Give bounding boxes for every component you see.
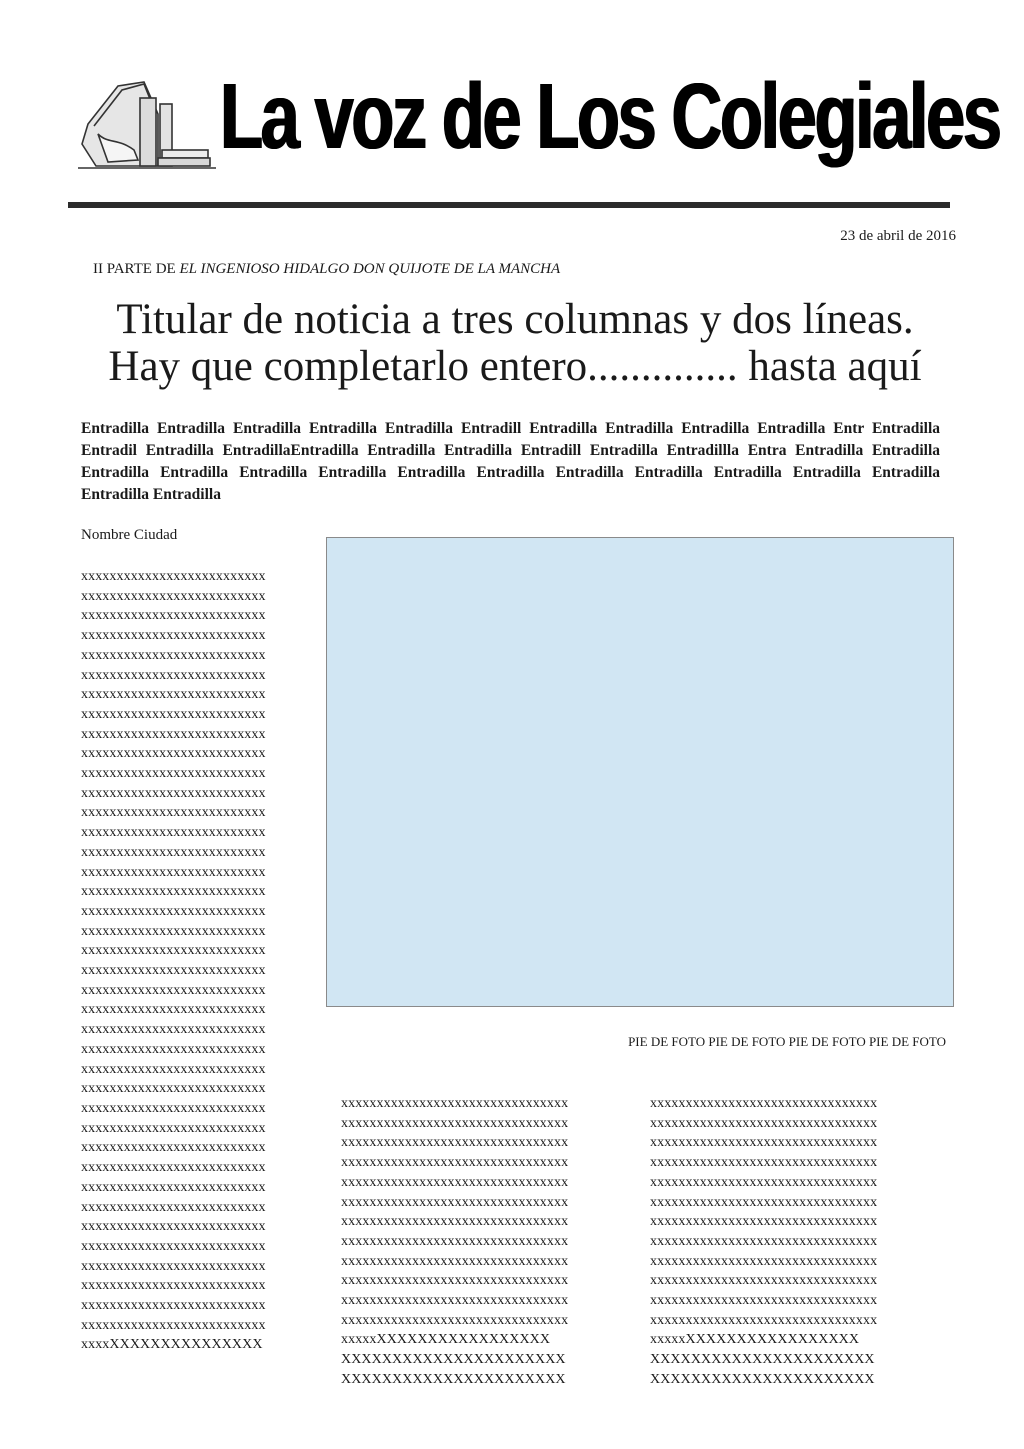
column-line: xxxxxxxxxxxxxxxxxxxxxxxxxxxxxxxx — [650, 1115, 878, 1131]
column-line: xxxxxxxxxxxxxxxxxxxxxxxxxxxxxxxx — [341, 1253, 569, 1269]
column-line: xxxxxxxxxxxxxxxxxxxxxxxxxx — [81, 1179, 266, 1195]
column-line: xxxxxxxxxxxxxxxxxxxxxxxxxx — [81, 1258, 266, 1274]
column-line: xxxxxxxxxxxxxxxxxxxxxxxxxx — [81, 1219, 266, 1235]
column-line: xxxxxXXXXXXXXXXXXXXXXX — [650, 1332, 860, 1348]
column-line: xxxxxxxxxxxxxxxxxxxxxxxxxxxxxxxx — [650, 1312, 878, 1328]
column-line: xxxxxxxxxxxxxxxxxxxxxxxxxx — [81, 805, 266, 821]
column-line: xxxxxxxxxxxxxxxxxxxxxxxxxx — [81, 667, 266, 683]
issue-date: 23 de abril de 2016 — [840, 228, 956, 244]
column-line: xxxxxxxxxxxxxxxxxxxxxxxxxxxxxxxx — [650, 1253, 878, 1269]
column-line: xxxxxxxxxxxxxxxxxxxxxxxxxxxxxxxx — [650, 1174, 878, 1190]
lead-paragraph: Entradilla Entradilla Entradilla Entradilla Entradilla Entradill Entradilla Entradilla Entradilla Entradilla Entr Entradilla Entradil Entradilla EntradillaEntradilla Entradilla Entradilla Entradill Entradilla Entradillla Entra Entradilla Entradilla Entradilla Entradilla Entradilla Entradilla Entradilla Entradilla Entradilla Entradilla Entradilla Entradilla Entradilla Entradilla Entradilla — [81, 420, 940, 503]
column-line: xxxxxxxxxxxxxxxxxxxxxxxxxx — [81, 608, 266, 624]
text-column-3 — [650, 1094, 877, 1390]
column-line: xxxxxxxxxxxxxxxxxxxxxxxxxx — [81, 884, 266, 900]
books-house-icon — [78, 74, 218, 174]
column-line: xxxxxxxxxxxxxxxxxxxxxxxxxxxxxxxx — [341, 1194, 569, 1210]
column-line: xxxxxxxxxxxxxxxxxxxxxxxxxxxxxxxx — [341, 1115, 569, 1131]
column-line: xxxxxxxxxxxxxxxxxxxxxxxxxx — [81, 1002, 266, 1018]
column-line: xxxxxxxxxxxxxxxxxxxxxxxxxx — [81, 943, 266, 959]
column-line: xxxxxxxxxxxxxxxxxxxxxxxxxx — [81, 569, 266, 584]
column-line: xxxxxxxxxxxxxxxxxxxxxxxxxxxxxxxx — [341, 1312, 569, 1328]
column-line: xxxxxxxxxxxxxxxxxxxxxxxxxx — [81, 726, 266, 742]
column-line: xxxxxxxxxxxxxxxxxxxxxxxxxxxxxxxx — [650, 1096, 878, 1111]
column-line: xxxxxxxxxxxxxxxxxxxxxxxxxxxxxxxx — [341, 1155, 569, 1171]
column-line: xxxxxxxxxxxxxxxxxxxxxxxxxxxxxxxx — [650, 1233, 878, 1249]
column-line: xxxxxxxxxxxxxxxxxxxxxxxxxx — [81, 1061, 266, 1077]
column-line: XXXXXXXXXXXXXXXXXXXXXX — [650, 1371, 875, 1387]
column-line: XXXXXXXXXXXXXXXXXXXXXX — [341, 1371, 566, 1387]
column-line: xxxxxxxxxxxxxxxxxxxxxxxxxx — [81, 1041, 266, 1057]
column-line: xxxxxxxxxxxxxxxxxxxxxxxxxx — [81, 687, 266, 703]
column-line: xxxxxxxxxxxxxxxxxxxxxxxxxx — [81, 1081, 266, 1097]
column-line: xxxxxxxxxxxxxxxxxxxxxxxxxxxxxxxx — [341, 1096, 569, 1111]
section-work-title: EL INGENIOSO HIDALGO DON QUIJOTE DE LA MANCHA — [179, 261, 561, 277]
column-line: xxxxxxxxxxxxxxxxxxxxxxxxxx — [81, 825, 266, 841]
column-line: xxxxXXXXXXXXXXXXXXX — [81, 1337, 263, 1353]
column-line: xxxxxxxxxxxxxxxxxxxxxxxxxx — [81, 1317, 266, 1333]
column-line: xxxxxxxxxxxxxxxxxxxxxxxxxx — [81, 923, 266, 939]
column-line: xxxxxxxxxxxxxxxxxxxxxxxxxx — [81, 982, 266, 998]
column-line: xxxxxxxxxxxxxxxxxxxxxxxxxx — [81, 1238, 266, 1254]
column-line: xxxxxxxxxxxxxxxxxxxxxxxxxx — [81, 706, 266, 722]
section-label — [93, 261, 560, 278]
column-line: xxxxxxxxxxxxxxxxxxxxxxxxxx — [81, 766, 266, 782]
column-line: xxxxxxxxxxxxxxxxxxxxxxxxxx — [81, 1298, 266, 1314]
column-line: xxxxxxxxxxxxxxxxxxxxxxxxxx — [81, 1140, 266, 1156]
column-line: XXXXXXXXXXXXXXXXXXXXXX — [341, 1352, 566, 1368]
column-line: xxxxxxxxxxxxxxxxxxxxxxxxxxxxxxxx — [650, 1293, 878, 1309]
photo-placeholder — [326, 537, 954, 1007]
column-line: xxxxxxxxxxxxxxxxxxxxxxxxxxxxxxxx — [341, 1135, 569, 1151]
column-line: xxxxxxxxxxxxxxxxxxxxxxxxxxxxxxxx — [650, 1155, 878, 1171]
column-line: xxxxxxxxxxxxxxxxxxxxxxxxxx — [81, 1022, 266, 1038]
column-line: xxxxxxxxxxxxxxxxxxxxxxxxxx — [81, 1100, 266, 1116]
column-line: xxxxxxxxxxxxxxxxxxxxxxxxxx — [81, 1120, 266, 1136]
column-line: xxxxxxxxxxxxxxxxxxxxxxxxxx — [81, 903, 266, 919]
column-line: XXXXXXXXXXXXXXXXXXXXXX — [650, 1352, 875, 1368]
text-column-2 — [341, 1094, 568, 1390]
masthead-title: La voz de Los Colegiales — [220, 64, 1000, 169]
column-line: xxxxxxxxxxxxxxxxxxxxxxxxxx — [81, 628, 266, 644]
column-line: xxxxxxxxxxxxxxxxxxxxxxxxxx — [81, 963, 266, 979]
photo-caption: PIE DE FOTO PIE DE FOTO PIE DE FOTO PIE DE FOTO — [628, 1034, 946, 1049]
column-line: xxxxxxxxxxxxxxxxxxxxxxxxxx — [81, 746, 266, 762]
column-line: xxxxxxxxxxxxxxxxxxxxxxxxxx — [81, 1278, 266, 1294]
column-line: xxxxxxxxxxxxxxxxxxxxxxxxxxxxxxxx — [341, 1174, 569, 1190]
column-line: xxxxxxxxxxxxxxxxxxxxxxxxxxxxxxxx — [650, 1194, 878, 1210]
masthead — [78, 64, 1000, 200]
headline — [80, 296, 950, 390]
text-column-1 — [81, 567, 266, 1355]
headline-line-2: Hay que completarlo entero.............. hasta aquí — [108, 343, 922, 390]
column-line: xxxxxxxxxxxxxxxxxxxxxxxxxxxxxxxx — [341, 1293, 569, 1309]
column-line: xxxxxxxxxxxxxxxxxxxxxxxxxx — [81, 864, 266, 880]
headline-line-1: Titular de noticia a tres columnas y dos líneas. — [116, 296, 914, 343]
column-line: xxxxxXXXXXXXXXXXXXXXXX — [341, 1332, 551, 1348]
column-line: xxxxxxxxxxxxxxxxxxxxxxxxxx — [81, 1199, 266, 1215]
column-line: xxxxxxxxxxxxxxxxxxxxxxxxxxxxxxxx — [650, 1273, 878, 1289]
column-line: xxxxxxxxxxxxxxxxxxxxxxxxxx — [81, 1160, 266, 1176]
column-line: xxxxxxxxxxxxxxxxxxxxxxxxxxxxxxxx — [341, 1273, 569, 1289]
column-line: xxxxxxxxxxxxxxxxxxxxxxxxxxxxxxxx — [650, 1214, 878, 1230]
column-line: xxxxxxxxxxxxxxxxxxxxxxxxxx — [81, 588, 266, 604]
column-line: xxxxxxxxxxxxxxxxxxxxxxxxxx — [81, 844, 266, 860]
column-line: xxxxxxxxxxxxxxxxxxxxxxxxxxxxxxxx — [341, 1214, 569, 1230]
column-line: xxxxxxxxxxxxxxxxxxxxxxxxxx — [81, 785, 266, 801]
dateline-city: Nombre Ciudad — [81, 527, 178, 543]
column-line: xxxxxxxxxxxxxxxxxxxxxxxxxx — [81, 647, 266, 663]
column-line: xxxxxxxxxxxxxxxxxxxxxxxxxxxxxxxx — [341, 1233, 569, 1249]
section-prefix: II PARTE DE — [93, 261, 180, 277]
column-line: xxxxxxxxxxxxxxxxxxxxxxxxxxxxxxxx — [650, 1135, 878, 1151]
masthead-rule — [68, 202, 950, 208]
